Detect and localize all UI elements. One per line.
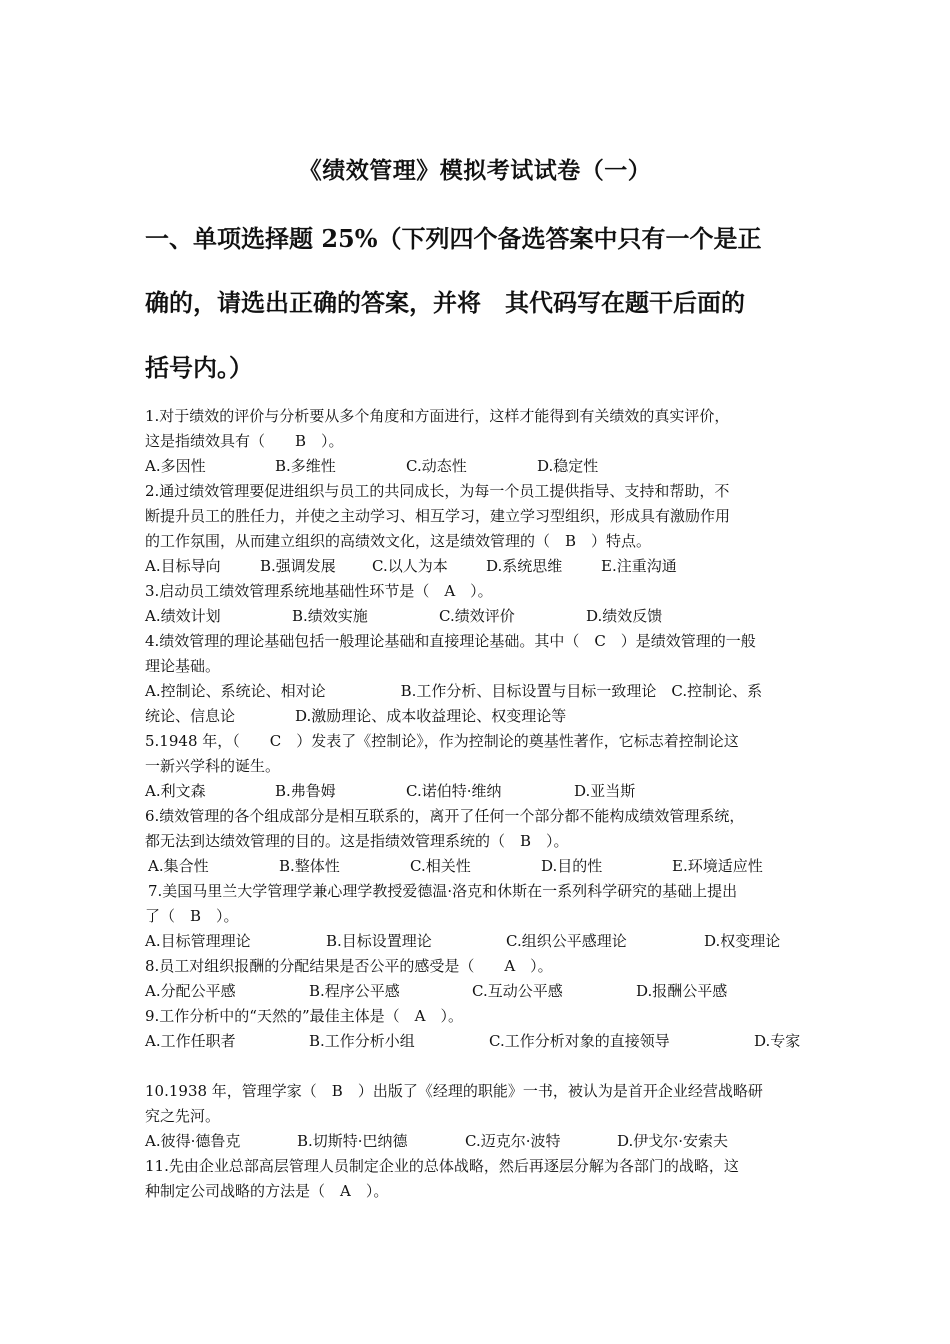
question-text-line: 5.1948 年，（ C ）发表了《控制论》，作为控制论的奠基性著作，它标志着控制论这	[145, 732, 739, 750]
option: B.工作分析小组	[309, 1032, 415, 1050]
option: B.程序公平感	[309, 982, 400, 1000]
option: B.强调发展	[260, 557, 336, 575]
document-title: 《绩效管理》模拟考试试卷（一）	[298, 157, 652, 184]
option: B.目标设置理论	[326, 932, 432, 950]
question-5	[145, 729, 825, 779]
option: D.系统思维	[486, 557, 563, 575]
question-text-line: 2.通过绩效管理要促进组织与员工的共同成长，为每一个员工提供指导、支持和帮助，不	[145, 482, 730, 500]
question-4-options	[145, 679, 825, 729]
question-text-line: 3.启动员工绩效管理系统地基础性环节是（ A ）。	[145, 582, 493, 600]
question-8	[145, 954, 825, 979]
option: C.诺伯特·维纳	[406, 782, 502, 800]
question-text-line: 4.绩效管理的理论基础包括一般理论基础和直接理论基础。其中（ C ）是绩效管理的一般	[145, 632, 756, 650]
option: D.稳定性	[537, 457, 599, 475]
option: A.目标管理理论	[145, 932, 251, 950]
option: C.动态性	[406, 457, 467, 475]
option: E.环境适应性	[672, 857, 763, 875]
question-9	[145, 1004, 825, 1029]
question-text-line: 1.对于绩效的评价与分析要从多个角度和方面进行，这样才能得到有关绩效的真实评价，	[145, 407, 730, 425]
question-text-line: 都无法到达绩效管理的目的。这是指绩效管理系统的（ B ）。	[145, 832, 569, 850]
option: C.相关性	[410, 857, 471, 875]
option: D.权变理论	[704, 932, 781, 950]
question-text-line: 一新兴学科的诞生。	[145, 757, 281, 775]
section-heading-line-2: 确的，请选出正确的答案，并将 其代码写在题干后面的	[145, 288, 745, 317]
question-text-line: 8.员工对组织报酬的分配结果是否公平的感受是（ A ）。	[145, 957, 553, 975]
option: C.迈克尔·波特	[465, 1132, 561, 1150]
option: D.专家	[754, 1032, 801, 1050]
option: D.亚当斯	[574, 782, 636, 800]
question-3	[145, 579, 825, 604]
question-2	[145, 479, 825, 554]
option-line: A.控制论、系统论、相对论 B.工作分析、目标设置与目标一致理论 C.控制论、系	[145, 682, 763, 700]
question-text-line: 11.先由企业总部高层管理人员制定企业的总体战略，然后再逐层分解为各部门的战略，这	[145, 1157, 739, 1175]
question-text-line: 的工作氛围，从而建立组织的高绩效文化，这是绩效管理的（ B ）特点。	[145, 532, 652, 550]
option: E.注重沟通	[601, 557, 677, 575]
question-text-line: 了（ B ）。	[145, 907, 239, 925]
question-4	[145, 629, 825, 679]
option: C.组织公平感理论	[506, 932, 627, 950]
question-11	[145, 1154, 825, 1204]
option: A.目标导向	[145, 557, 221, 575]
option: D.绩效反馈	[586, 607, 663, 625]
option: C.工作分析对象的直接领导	[489, 1032, 670, 1050]
question-text-line: 10.1938 年，管理学家（ B ）出版了《经理的职能》一书，被认为是首开企业经营战略研	[145, 1082, 763, 1100]
option: B.整体性	[279, 857, 340, 875]
question-text-line: 6.绩效管理的各个组成部分是相互联系的，离开了任何一个部分都不能构成绩效管理系统，	[145, 807, 745, 825]
option: A.绩效计划	[145, 607, 221, 625]
question-10	[145, 1079, 825, 1129]
option: D.目的性	[541, 857, 603, 875]
option: D.报酬公平感	[636, 982, 728, 1000]
question-7	[145, 879, 825, 929]
question-text-line: 理论基础。	[145, 657, 221, 675]
option: A.多因性	[145, 457, 206, 475]
option: B.多维性	[275, 457, 336, 475]
question-text-line: 种制定公司战略的方法是（ A ）。	[145, 1182, 389, 1200]
option: C.互动公平感	[472, 982, 563, 1000]
option: B.绩效实施	[292, 607, 368, 625]
question-text-line: 9.工作分析中的“天然的”最佳主体是（ A ）。	[145, 1007, 463, 1025]
question-text-line: 断提升员工的胜任力，并使之主动学习、相互学习，建立学习型组织，形成具有激励作用	[145, 507, 731, 525]
option: A.利文森	[145, 782, 206, 800]
question-text-line: 究之先河。	[145, 1107, 221, 1125]
option: A.集合性	[148, 857, 209, 875]
question-1	[145, 404, 825, 454]
option: C.以人为本	[372, 557, 448, 575]
option: B.弗鲁姆	[275, 782, 336, 800]
option: C.绩效评价	[439, 607, 515, 625]
section-heading-line-3: 括号内。）	[145, 353, 253, 382]
option: B.切斯特·巴纳德	[297, 1132, 408, 1150]
question-text-line: 这是指绩效具有（ B ）。	[145, 432, 344, 450]
question-text-line: 7.美国马里兰大学管理学兼心理学教授爱德温·洛克和休斯在一系列科学研究的基础上提出	[148, 882, 738, 900]
option: A.分配公平感	[145, 982, 236, 1000]
option: A.彼得·德鲁克	[145, 1132, 241, 1150]
question-6	[145, 804, 825, 854]
option: A.工作任职者	[145, 1032, 236, 1050]
option: D.伊戈尔·安索夫	[617, 1132, 729, 1150]
section-heading-line-1: 一、单项选择题 25%（下列四个备选答案中只有一个是正	[145, 224, 762, 253]
option-line: 统论、信息论 D.激励理论、成本收益理论、权变理论等	[145, 707, 567, 725]
